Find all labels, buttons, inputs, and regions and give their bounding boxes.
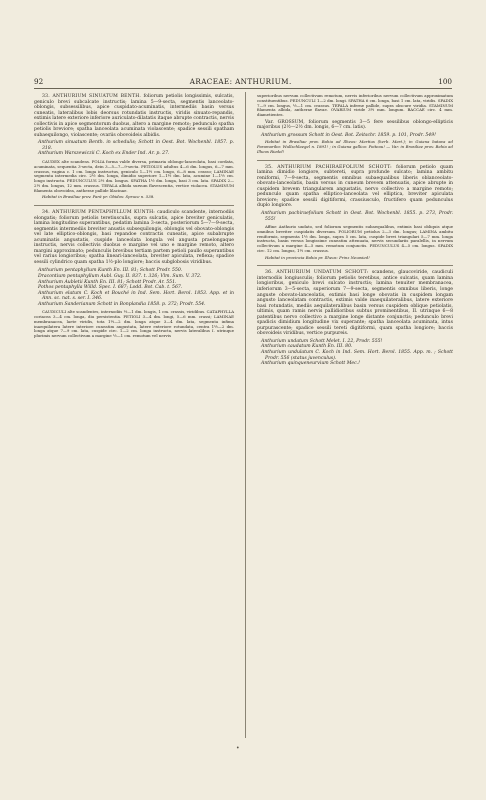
species-36-citation-1: Anthurium undatum Schott Melet. I. 22, Prodr. 555! [261, 338, 383, 344]
left-column [34, 94, 234, 341]
species-34-description-continued: superioribus nervum collectivum remotum, nervis inferioribus nervum collectivum approximatum constituentibus. PEDUNCULI 1—2 dm. longi. SPATHA 6 cm. longa, basi 1 cm. lata, viridis. SPADIX 7—9 cm. longus, ½—1 cm. crassus. TEPALA inferne pallide, supra obscure viridia. STAMINUM filamenta albida, antherae flavae. OVARIUM viride 3½ mm. longum. BACCAE circ. 4 mm. diametientes. [257, 93, 453, 117]
section-divider [34, 205, 234, 206]
species-34-heading: 34. ANTHURIUM PENTAPHYLLUM KUNTH: [42, 210, 156, 216]
species-36-diagnosis [257, 270, 453, 337]
species-34-synonyms [34, 268, 234, 307]
species-34-text: caudiculo scandente, internodiis elongatis; foliorum petiolis teretiusculis, supra sulcatis, apice breviter geniculatis, lamina longitudine superantibus, pedatim lamina 3-secta, posteriorum 5—7—9-secta, segmentis intermediis breviter anustis subsequilongis, oblongis vel obovato-oblongis vel late elliptico-oblongis, basi repandoe contractis cuneatis, apice subabrupte acuminatis angustatis, cuspide lanceolata longula vel angusta praelongaque instructis, nervis collectivis duobus e margine vel uno e margine remoto, altero margini approximato; pedunculis brevibus tertiam partem petioli paullo superantibus vel rarius longioribus; spatha lineari-lanceolata, breviter apiculata, reflexa; spadice sessili cylindrico quam spatha 1½-plo longiore; baccis subglobosis viridibus. [34, 210, 234, 265]
page-header [34, 75, 452, 87]
species-34-citation-2: Dracontium pentaphyllum Aubl. Guy. II. 837. t. 326; Vlm. Sum. V. 372. [38, 274, 202, 280]
species-34-description: CAUDICULI alte scandentes, internodiis ½—1 dm. longis, 1 cm. crassis, viridibus. CATAPHYLLA coriacea 3—4 cm. longa, diu persistentia. PETIOLI 3—4 dm. longi, 5—6 mm. crassi; LAMINAE membranacea, laete viridis, tota 1½—2 dm. longa atque 3—4 dm. lata, segmenta infima inaequilatera latere interiore cuneatim angustata, latere exteriore rotundata, centra 1½—2 dm. longa atque 7—9 cm. lata, cuspide circ. 1—2 cm. longa instructa, nervis lateralibus I. utrinque plurimis nervum collectivum a margine ½—1 cm. remotum vel nervis [34, 309, 234, 339]
species-33-heading: 33. ANTHURIUM SINUATUM BENTH. [42, 94, 142, 99]
species-34-citation-6: Anthurium Sanderianum Schott in Bonplandia 1858. p. 372; Prodr. 554. [38, 301, 206, 307]
species-34-citation-3: Anthurium Aubletii Kunth En. III. 81; Schott Prodr. Ar. 551. [38, 279, 177, 285]
column-divider [245, 92, 246, 738]
running-title: ARACEAE: ANTHURIUM. [189, 76, 292, 86]
page-number-left: 92 [34, 76, 44, 86]
species-33-habitat: Habitat in Brasiliae prov. Pará pr. Obidos: Spruce n. 538. [42, 194, 155, 200]
species-35-citation-1: Anthurium pachiraefolium Schott in Oest. Bot. Wochenbl. 1855. p. 273, Prodr. 555! [261, 211, 453, 222]
species-33-citation-1: Anthurium sinuatum Benth. in schedulis; Schott in Oest. Bot. Wochenbl. 1857. p. 318. [38, 140, 234, 151]
footer-mark: • [236, 745, 240, 752]
species-35-diagnosis [257, 165, 453, 209]
species-34-citation-4: Pothos pentaphylla Willd. Spec. I. 687; Lodd. Bot. Cab. t. 567. [38, 285, 183, 291]
header-rule [34, 88, 452, 89]
species-33-diagnosis [34, 94, 234, 138]
species-33-citation-2: Anthurium Warszewiczii C. Koch ex Ender Ind. Ar. p. 27. [38, 151, 170, 157]
species-34-citation-5: Anthurium elatum C. Koch et Bouché in Ind. Sem. Hort. Berol. 1853. App. et in Ann. sc. nat. s. ser. I. 346. [38, 290, 234, 302]
variety-grossum-citation: Anthurium grossum Schott in Oest. Bot. Zeitschr. 1859. p. 101, Prodr. 549! [261, 132, 436, 138]
species-35-habitat: Habitat in provincia Bahia pr. Ilheos: Prinz Neuwied! [265, 254, 370, 260]
species-35-description: Affine Anthurio undato, sed foliorum segmentis subaequalibus, extimis basi obliquis atque omnibus breviter cuspidatis diversum. FOLIORUM petiolus 2—3 dm. longus; LAMINA ambitu reniformis, segmenta 1½ dm. longa, supra 5 cm. lata, cuspide brevi triangulari 5—7 mm. longa instructa, basin versus longissime cuneatim attenuata, nervis secundariis paralellis, in nervum collectivum a margine 4—5 mm. remotum conjunctis. PEDUNCULUS 4—5 cm. longus. SPADIX circ. 12 cm. longus, 1½ cm. crassus. [257, 224, 453, 253]
species-35-text: foliorum petiolo quam lamina dimidio longiore, subtereti, supra profunde sulcato; lamina ambitu reniformi, 7—9-secta, segmentis omnibus subaequalibus liberis oblanceolato-obovato-lanceolatis, basin versus in cuneum brevem attenuatis, apice abrupte in cuspidem brevem triangularem angustatis, nervo collectivo a margine remoto; pedunculo quam spatha elliptico-lanceolata vel elliptica, breviter apiculata breviore; spadice sessili digitiformi, crassiusculo, fructifero quam pedunculus duplo longiore. [257, 164, 453, 209]
right-column [257, 94, 453, 367]
species-36-citation-3: Anthurium undulatum C. Koch in Ind. Sem. Hort. Berol. 1855. App. m. ; Schott Prodr. 556 (status juvenculus). [261, 350, 453, 361]
section-divider [257, 160, 453, 161]
species-34-diagnosis [34, 210, 234, 265]
species-36-heading: 36. ANTHURIUM UNDATUM SCHOTT: [265, 270, 369, 276]
species-34-citation-1: Anthurium pentaphyllum Kunth En. III. 81; Schott Prodr. 550. [38, 268, 183, 274]
species-36-citation-2: Anthurium caudatum Kunth En. III. 80. [261, 344, 353, 350]
species-36-text: scandens, glaucoviride, caudiculi internodiis longiusculis; foliorum petiolis teretibus, antice sulcatis, quam lamina longioribus, geniculo brevi sulcato instructis; lamina tenuiter membranacea, inferiorum 3—5-secta, superiorum 7—9-secta, segmentis omnibus liberis, longe anguste obovato-lanceolatis, extimis basi longe obovatis in cuspidem longam angusto lanceolatam contractis, extimis valde inaequilateralibus, latere exteriore basi rotundatis, mediis aequilateralibus basin versus cuspidem oblique petiolatis, ultimis, quam ramis nervis pallidioribus subtus prominentibus, II. utrinque 6—8 patentibus nervo collectivo a margine longe distante conjunctis; pedunculo brevi spadicis dimidium longitudine vix superante; spatha lanceolata acuminata, intus purpurascente; spadice sessili tereti digitiformi, quam spatha longiore; baccis obovoideis viridibus, vertice purpureis. [257, 270, 453, 337]
variety-grossum: Var. GROSSUM, foliorum segmentis 3—5 fere sessilibus oblongo-ellipticis majoribus (2½—2½ dm. longis, 6—7 cm. latis). [257, 119, 453, 131]
species-33-text: foliorum petiolis longissimis, sulcatis, geniculo brevi subcalcate instructis; lamina 5—9-secta, segmentis lanceolato-oblongis, subsessilibus, apice cuspidato-acuminatis, intermediis basin versus cuneatis, lateralibus lobis deorsus rotundatis instructis, viridis sinuato-repandis, extimis latere exteriore inferiore auriculato-dilatatis itaque abrupte contractis, nervis collectivis in apice segmentorum duobus, altero a margine remoto; pedunculo spatha petiolis breviore; spatha lanceolata acuminata violascente; spadice sessili spatham subaequilongo, violascente; ovariis obovoideis albidis. [34, 94, 234, 138]
species-35-heading: 35. ANTHURIUM PACHIRAEFOLIUM SCHOTT: [265, 164, 392, 170]
section-divider [257, 265, 453, 266]
page-number-right: 100 [438, 76, 452, 86]
species-34-habitat: Habitat in Brasiliae prov. Bahia ad Ilheos: Martius (herb. Mart.); in Guiana batava ad Paramaribo: Wullschlaegel n. 1891! ; in Guiana gallica: Poiteau! — Var. in Brasiliae prov. Bahia ad Ilheos Riedel! [257, 139, 453, 154]
species-33-description: CAUDEX alte scandens. FOLIA forma valde diversa, primaria oblongo-lanceolata, basi cordata, acuminata, sequentia 3-secta, dein 3—5—7—9-secta. PETIOLUS adultus 4—6 dm. longus, 6—7 mm. crassus, vagina c. 1 cm. longa instructus, geniculo 1—1½ cm. longo, 6—8 mm. crasso; LAMINAE segmenta intermedia circ. 2½ dm. longa, dimidio superiore 1—1½ dm. lata, acumine 1—1½ cm. longo instructa. PEDUNCULUS 2½ dm. longus. SPATHA 1½ dm. longa, basi 3 cm. lata. SPADIX 2—2½ dm. longus, 12 mm. crassus. TEPALA albida sursum flavescentia, vertice violacea. STAMINUM filamenta obovoidea, antherae pallide lilacinae. [34, 159, 234, 193]
species-36-citation-4: Anthurium quinqueneurvium Schott Mec.! [261, 361, 360, 367]
